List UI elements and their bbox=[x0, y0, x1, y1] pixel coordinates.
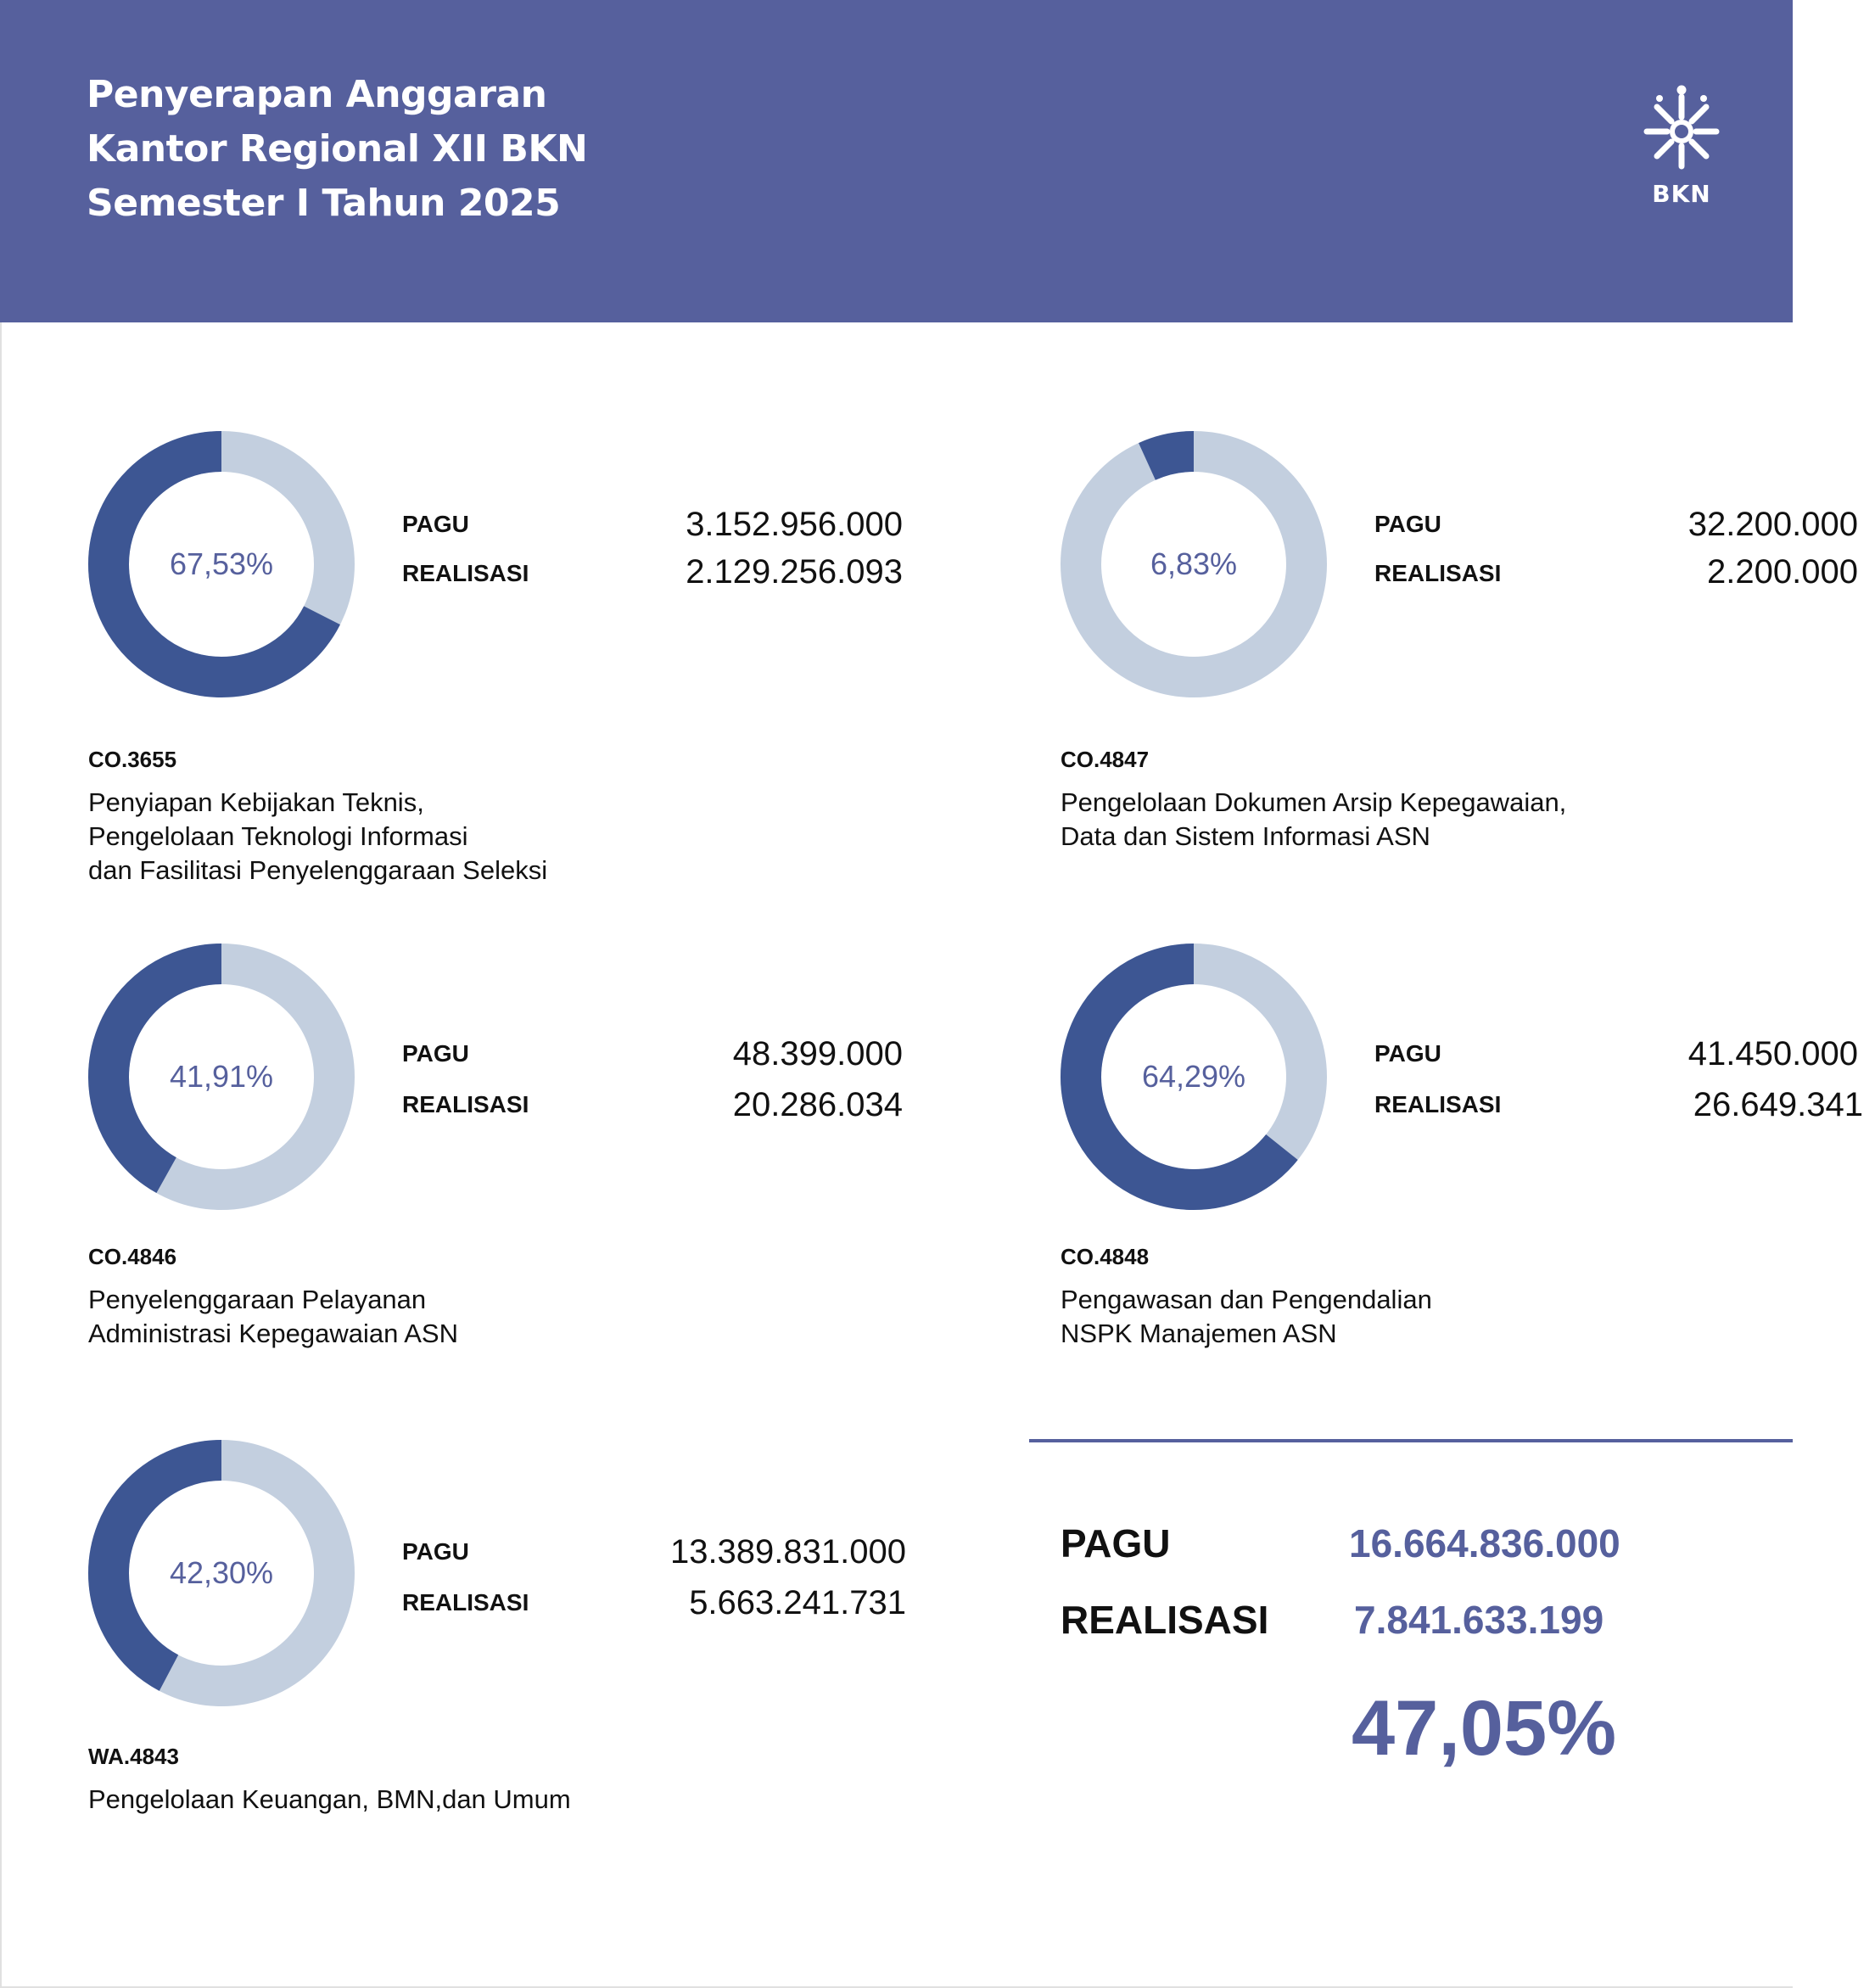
pagu-value: 41.450.000 bbox=[1688, 1035, 1858, 1072]
realisasi-label: REALISASI bbox=[402, 1589, 529, 1616]
description-line: Administrasi Kepegawaian ASN bbox=[88, 1319, 458, 1348]
page-title-line-2: Kantor Regional XII BKN bbox=[87, 127, 588, 171]
pagu-label: PAGU bbox=[1374, 511, 1441, 537]
description-line: Penyelenggaraan Pelayanan bbox=[88, 1285, 427, 1314]
program-description bbox=[88, 786, 547, 888]
donut-chart bbox=[1061, 944, 1327, 1210]
page-title-line-3: Semester I Tahun 2025 bbox=[87, 182, 561, 225]
realisasi-label: REALISASI bbox=[1374, 1091, 1502, 1117]
realisasi-label: REALISASI bbox=[1374, 560, 1502, 586]
logo-text: BKN bbox=[1652, 180, 1711, 208]
budget-card-co4847 bbox=[1061, 431, 1875, 906]
header-banner bbox=[0, 0, 1793, 322]
program-code: CO.3655 bbox=[88, 747, 177, 772]
total-realisasi-label: REALISASI bbox=[1061, 1598, 1269, 1642]
pagu-label: PAGU bbox=[402, 1538, 469, 1565]
donut-chart bbox=[88, 944, 355, 1210]
total-pagu-value: 16.664.836.000 bbox=[1349, 1521, 1620, 1565]
program-code: CO.4847 bbox=[1061, 747, 1150, 772]
program-description bbox=[1061, 1283, 1432, 1351]
pagu-label: PAGU bbox=[402, 1040, 469, 1067]
donut-percent-label: 64,29% bbox=[1141, 1059, 1246, 1094]
pagu-label: PAGU bbox=[402, 511, 469, 537]
totals-divider bbox=[1029, 1439, 1793, 1442]
donut-percent-label: 42,30% bbox=[169, 1555, 274, 1590]
pagu-value: 3.152.956.000 bbox=[686, 506, 903, 543]
description-line: Pengelolaan Keuangan, BMN,dan Umum bbox=[88, 1784, 571, 1814]
donut-percent-label: 6,83% bbox=[1150, 546, 1238, 581]
program-code: WA.4843 bbox=[88, 1744, 179, 1769]
page-border-left bbox=[0, 322, 2, 1988]
total-realisasi-value: 7.841.633.199 bbox=[1354, 1598, 1604, 1642]
realisasi-value: 5.663.241.731 bbox=[689, 1584, 906, 1621]
total-pagu-label: PAGU bbox=[1061, 1521, 1171, 1565]
realisasi-value: 2.129.256.093 bbox=[686, 553, 903, 591]
realisasi-label: REALISASI bbox=[402, 1091, 529, 1117]
realisasi-label: REALISASI bbox=[402, 560, 529, 586]
description-line: NSPK Manajemen ASN bbox=[1061, 1319, 1337, 1348]
pagu-value: 48.399.000 bbox=[732, 1035, 903, 1072]
program-description bbox=[88, 1783, 571, 1817]
page-title-line-1: Penyerapan Anggaran bbox=[87, 73, 547, 116]
budget-card-co3655 bbox=[88, 431, 903, 906]
description-line: Pengelolaan Teknologi Informasi bbox=[88, 821, 468, 851]
donut-chart bbox=[1061, 431, 1327, 697]
pagu-value: 32.200.000 bbox=[1688, 506, 1858, 543]
pagu-label: PAGU bbox=[1374, 1040, 1441, 1067]
bkn-emblem-icon bbox=[1641, 85, 1722, 178]
description-line: Pengelolaan Dokumen Arsip Kepegawaian, bbox=[1061, 787, 1567, 817]
description-line: Data dan Sistem Informasi ASN bbox=[1061, 821, 1430, 851]
budget-card-wa4843 bbox=[88, 1440, 906, 1915]
donut-percent-label: 41,91% bbox=[169, 1059, 274, 1094]
program-code: CO.4846 bbox=[88, 1244, 177, 1269]
total-percent: 47,05% bbox=[1352, 1685, 1617, 1772]
budget-card-co4846 bbox=[88, 944, 903, 1419]
program-description bbox=[1061, 786, 1566, 854]
pagu-value: 13.389.831.000 bbox=[669, 1533, 906, 1571]
donut-chart bbox=[88, 431, 355, 697]
budget-card-co4848 bbox=[1061, 944, 1875, 1419]
bkn-logo bbox=[1629, 85, 1734, 212]
realisasi-value: 20.286.034 bbox=[732, 1086, 903, 1123]
realisasi-value: 2.200.000 bbox=[1707, 553, 1858, 591]
donut-percent-label: 67,53% bbox=[169, 546, 274, 581]
description-line: Penyiapan Kebijakan Teknis, bbox=[88, 787, 424, 817]
donut-chart bbox=[88, 1440, 355, 1706]
program-code: CO.4848 bbox=[1061, 1244, 1150, 1269]
realisasi-value: 26.649.341 bbox=[1693, 1086, 1863, 1123]
description-line: dan Fasilitasi Penyelenggaraan Seleksi bbox=[88, 855, 548, 885]
description-line: Pengawasan dan Pengendalian bbox=[1061, 1285, 1432, 1314]
program-description bbox=[88, 1283, 458, 1351]
